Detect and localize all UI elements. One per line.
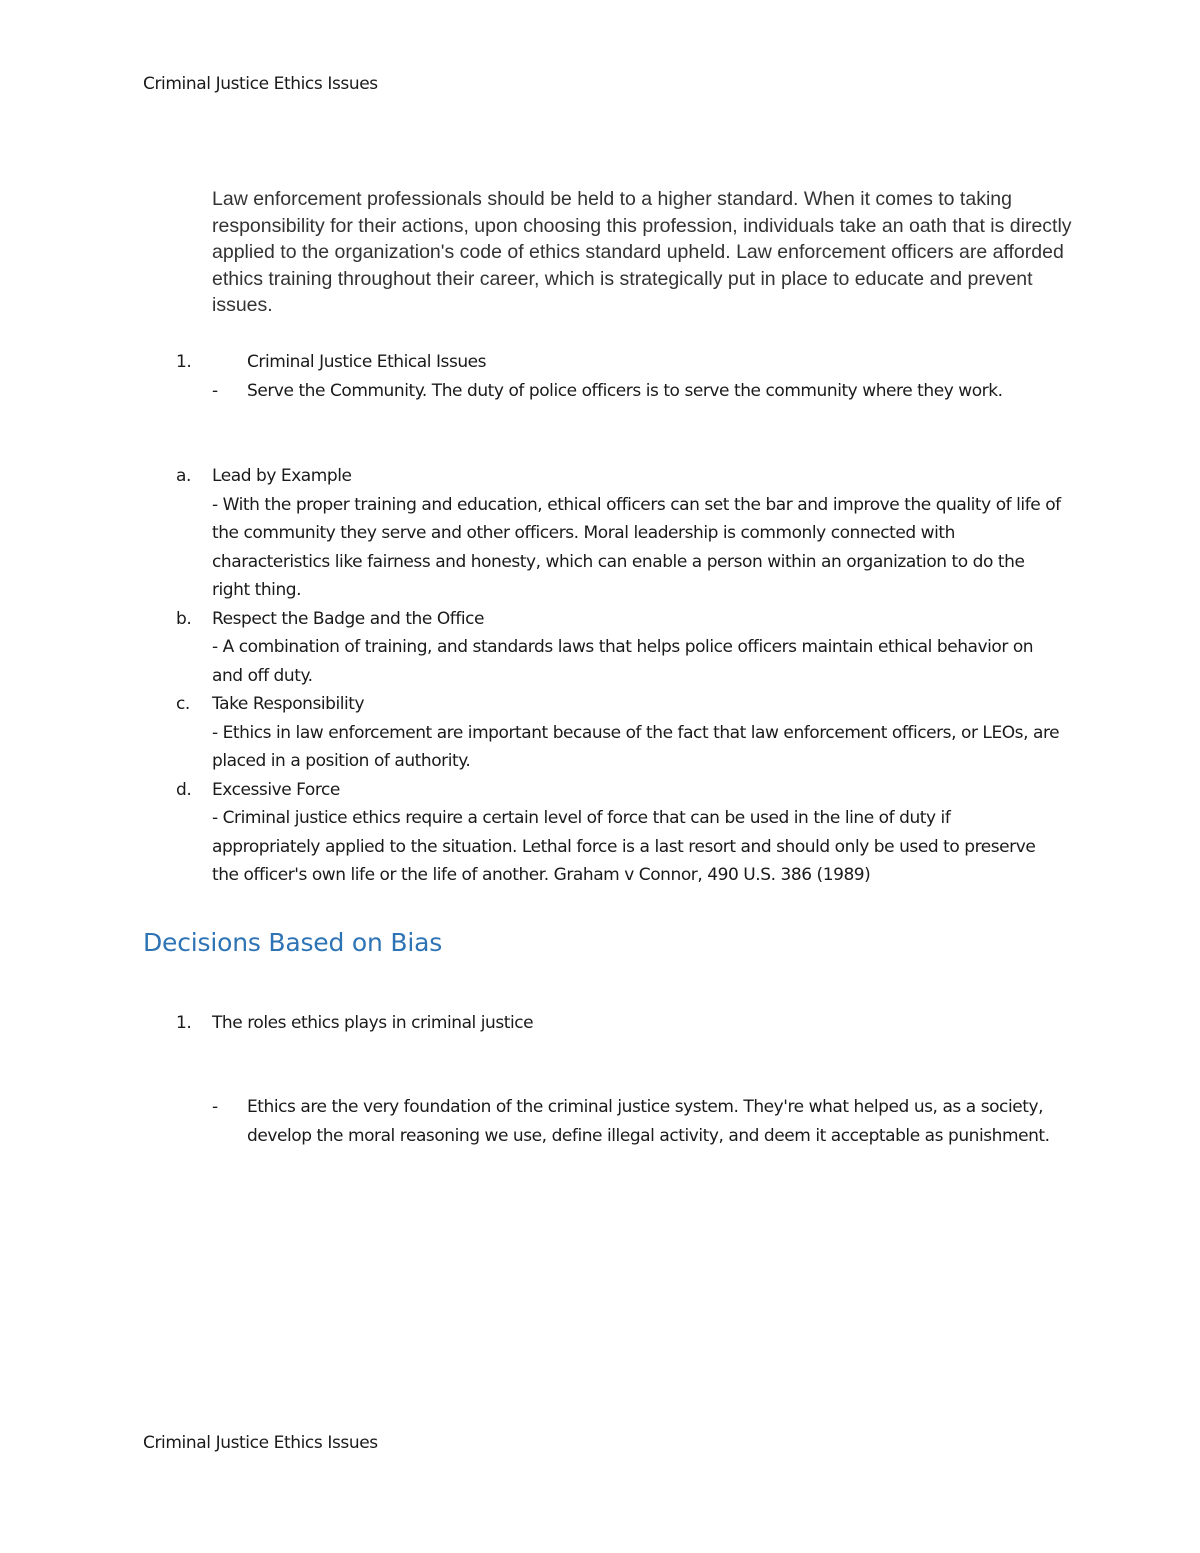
page-header: Criminal Justice Ethics Issues bbox=[143, 74, 378, 94]
item-body: - A combination of training, and standards laws that helps police officers maintain ethical behavior on and off duty. bbox=[212, 637, 1034, 686]
section2-dash-text: Ethics are the very foundation of the criminal justice system. They're what helped us, as a society, develop the moral reasoning we use, define illegal activity, and deem it acceptable as punishment. bbox=[247, 1097, 1050, 1146]
list-marker: b. bbox=[176, 608, 192, 629]
item-title: Respect the Badge and the Office bbox=[212, 608, 485, 629]
intro-paragraph: Law enforcement professionals should be held to a higher standard. When it comes to taking responsibility for their actions, upon choosing this profession, individuals take an oath that is directly applied to the organization's code of ethics standard upheld. Law enforcement officers are afforded ethics training throughout their career, which is strategically put in place to educate and prevent issues. bbox=[212, 188, 1072, 316]
list-marker: c. bbox=[176, 694, 190, 714]
section1-item bbox=[176, 348, 1056, 377]
section2-item bbox=[176, 1009, 533, 1038]
list-item-lead-by-example bbox=[176, 462, 1061, 605]
item-body: - With the proper training and education, ethical officers can set the bar and improve the quality of life of the community they serve and other officers. Moral leadership is commonly connected with characteristics like fairness and honesty, which can enable a person within an organization to do the right thing. bbox=[212, 494, 1061, 600]
item-body: - Criminal justice ethics require a certain level of force that can be used in the line of duty if appropriately applied to the situation. Lethal force is a last resort and should only be used to preserve the officer's own life or the life of another. Graham v Connor, 490 U.S. 386 (1989) bbox=[212, 808, 1036, 885]
list-number: 1. bbox=[176, 1013, 192, 1033]
item-title: Excessive Force bbox=[212, 779, 340, 800]
dash-bullet: - bbox=[212, 380, 218, 401]
section1-dash-text: Serve the Community. The duty of police officers is to serve the community where they work. bbox=[247, 380, 1003, 401]
section2-dash-item bbox=[176, 1093, 1056, 1150]
section1-dash-item bbox=[176, 377, 1056, 406]
list-marker: d. bbox=[176, 779, 192, 800]
list-item-take-responsibility bbox=[176, 690, 1061, 776]
item-title: Lead by Example bbox=[212, 466, 352, 486]
section2-item-text: The roles ethics plays in criminal justice bbox=[212, 1013, 534, 1033]
section1-title: Criminal Justice Ethical Issues bbox=[247, 352, 487, 372]
item-body: - Ethics in law enforcement are important because of the fact that law enforcement officers, or LEOs, are placed in a position of authority. bbox=[212, 722, 1060, 771]
dash-bullet: - bbox=[212, 1097, 218, 1117]
alpha-list bbox=[176, 462, 1061, 890]
item-title: Take Responsibility bbox=[212, 694, 365, 714]
list-item-respect-the-badge bbox=[176, 605, 1061, 691]
section1-list bbox=[176, 348, 1056, 405]
section-heading: Decisions Based on Bias bbox=[143, 928, 443, 957]
list-marker: a. bbox=[176, 466, 191, 486]
page-footer: Criminal Justice Ethics Issues bbox=[143, 1433, 378, 1453]
list-item-excessive-force bbox=[176, 776, 1061, 890]
list-number: 1. bbox=[176, 352, 192, 372]
